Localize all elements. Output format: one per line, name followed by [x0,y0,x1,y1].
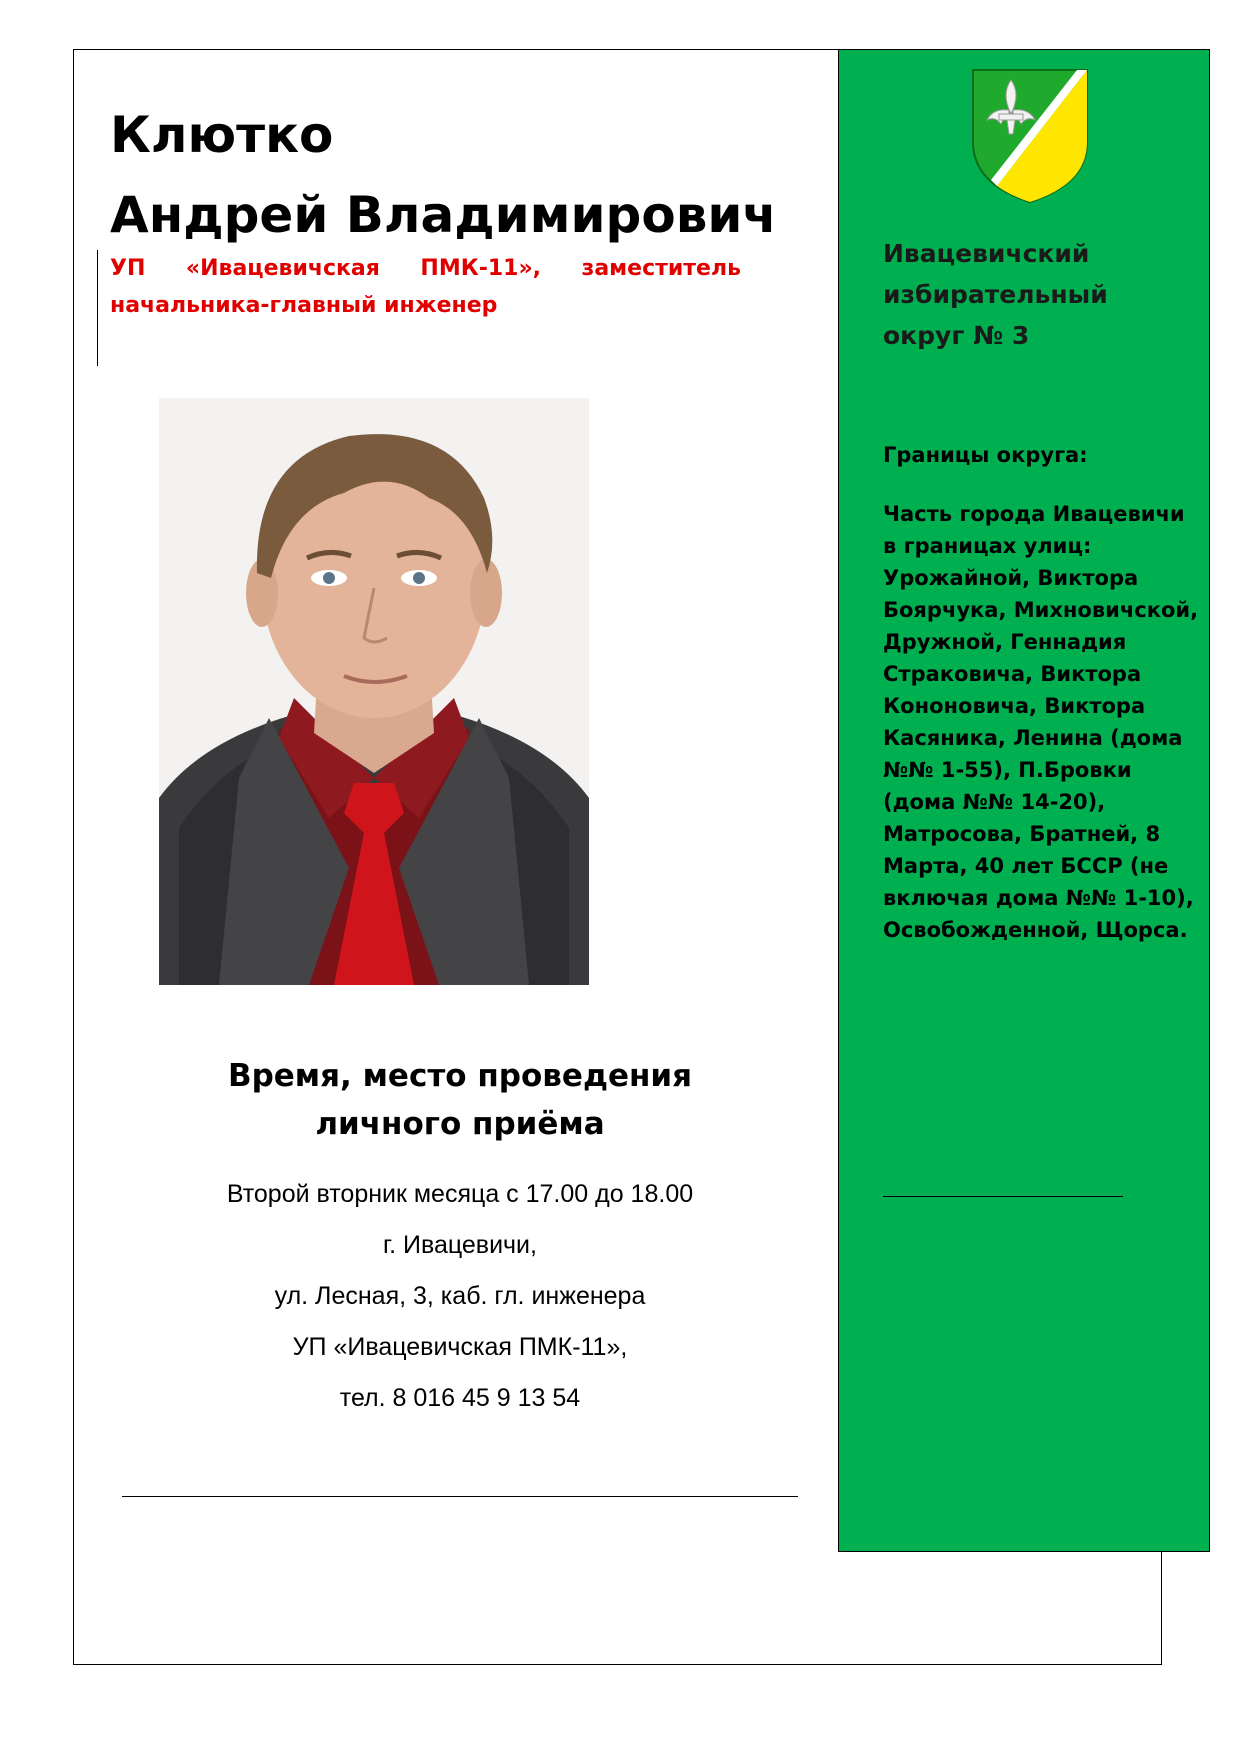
reception-city: г. Ивацевичи, [383,1231,537,1259]
candidate-given-names: Андрей Владимирович [110,186,777,244]
reception-schedule: Второй вторник месяца с 17.00 до 18.00 [226,1180,694,1208]
main-divider [122,1496,798,1497]
sidebar-divider [883,1196,1123,1197]
boundaries-text: Часть города Ивацевичи в границах улиц: Урожайной, Виктора Боярчука, Михновичской, Дружной, Геннадия Страковича, Виктора Кононовича, Виктора Касяника, Ленина (дома №№ 1-55), П.Бровки (дома №№ 14-20), Матросова, Братней, 8 Марта, 40 лет БССР (не включая дома №№ 1-10), Освобожденной, Щорса. [883,502,1199,942]
candidate-photo [159,398,589,985]
reception-title [120,1052,800,1148]
candidate-surname: Клютко [110,106,334,164]
position-block [97,250,744,366]
boundaries-title: Границы округа: [883,443,1088,467]
coat-of-arms-icon [971,68,1089,204]
reception-address: ул. Лесная, 3, каб. гл. инженера [274,1282,646,1310]
reception-title-line1: Время, место проведения [227,1058,693,1094]
candidate-name [110,95,830,255]
district-name: Ивацевичский избирательный округ № 3 [883,239,1108,350]
reception-phone: тел. 8 016 45 9 13 54 [339,1384,581,1412]
reception-organization: УП «Ивацевичская ПМК-11», [292,1333,628,1361]
candidate-position: УП «Ивацевичская ПМК-11», заместитель начальника-главный инженер [110,256,741,318]
portrait-icon [159,398,589,985]
district-sidebar [838,49,1210,1552]
reception-title-line2: личного приёма [315,1106,605,1142]
